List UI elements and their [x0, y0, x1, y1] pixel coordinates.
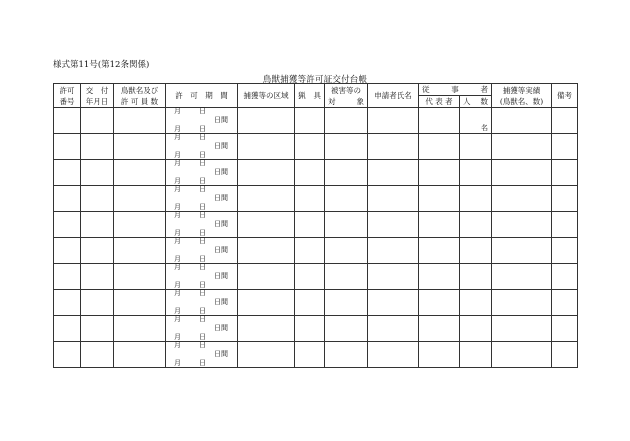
period-start-day-label: 日 — [199, 341, 206, 349]
issue-date-cell[interactable] — [81, 108, 114, 134]
table-row — [54, 264, 578, 290]
results-cell[interactable] — [492, 264, 552, 290]
remarks-cell[interactable] — [552, 134, 578, 160]
period-days-label: 日間 — [214, 168, 228, 176]
col-species-and-count: 鳥獣名及び 許 可 員 数 — [114, 84, 166, 108]
period-start-month-label: 月 — [174, 263, 181, 271]
period-start-day-label: 日 — [199, 263, 206, 271]
table-row — [54, 342, 578, 368]
period-end-month-label: 月 — [174, 359, 181, 367]
period-start-month-label: 月 — [174, 133, 181, 141]
period-end-day-label: 日 — [199, 307, 206, 315]
representative-cell[interactable] — [419, 108, 460, 134]
table-row — [54, 134, 578, 160]
remarks-cell[interactable] — [552, 264, 578, 290]
period-end-day-label: 日 — [199, 333, 206, 341]
issue-date-cell[interactable] — [81, 290, 114, 316]
period-cell — [166, 290, 238, 316]
species-cell[interactable] — [114, 264, 166, 290]
issue-date-cell[interactable] — [81, 160, 114, 186]
period-end-day-label: 日 — [199, 151, 206, 159]
applicant-cell[interactable] — [368, 108, 419, 134]
table-row — [54, 290, 578, 316]
ledger-title: 鳥獣捕獲等許可証交付台帳 — [262, 75, 368, 85]
species-cell[interactable] — [114, 342, 166, 368]
damage-target-cell[interactable] — [325, 186, 368, 212]
period-end-month-label: 月 — [174, 151, 181, 159]
remarks-cell[interactable] — [552, 290, 578, 316]
worker-count-cell[interactable] — [460, 264, 492, 290]
applicant-cell[interactable] — [368, 290, 419, 316]
period-days-label: 日間 — [214, 116, 228, 124]
worker-count-cell[interactable] — [460, 238, 492, 264]
results-cell[interactable] — [492, 290, 552, 316]
damage-target-cell[interactable] — [325, 212, 368, 238]
period-end-day-label: 日 — [199, 177, 206, 185]
species-cell[interactable] — [114, 316, 166, 342]
representative-cell[interactable] — [419, 160, 460, 186]
results-cell[interactable] — [492, 186, 552, 212]
permit-number-cell[interactable] — [54, 290, 81, 316]
damage-target-cell[interactable] — [325, 238, 368, 264]
applicant-cell[interactable] — [368, 186, 419, 212]
remarks-cell[interactable] — [552, 212, 578, 238]
period-start-day-label: 日 — [199, 237, 206, 245]
period-cell — [166, 186, 238, 212]
area-cell[interactable] — [238, 342, 295, 368]
worker-count-unit-label: 名 — [481, 124, 488, 132]
area-cell[interactable] — [238, 290, 295, 316]
col-capture-area: 捕獲等の区域 — [238, 84, 295, 108]
results-cell[interactable] — [492, 342, 552, 368]
col-permit-period: 許 可 期 間 — [166, 84, 238, 108]
results-cell[interactable] — [492, 134, 552, 160]
period-cell — [166, 264, 238, 290]
period-end-day-label: 日 — [199, 203, 206, 211]
col-applicant-name: 申請者氏名 — [368, 84, 419, 108]
tools-cell[interactable] — [295, 108, 325, 134]
period-start-day-label: 日 — [199, 315, 206, 323]
applicant-cell[interactable] — [368, 264, 419, 290]
period-cell — [166, 134, 238, 160]
area-cell[interactable] — [238, 212, 295, 238]
remarks-cell[interactable] — [552, 108, 578, 134]
remarks-cell[interactable] — [552, 186, 578, 212]
representative-cell[interactable] — [419, 290, 460, 316]
col-damage-target: 被害等の 対 象 — [325, 84, 368, 108]
period-days-label: 日間 — [214, 350, 228, 358]
area-cell[interactable] — [238, 186, 295, 212]
period-end-month-label: 月 — [174, 125, 181, 133]
period-end-day-label: 日 — [199, 281, 206, 289]
species-cell[interactable] — [114, 238, 166, 264]
period-start-month-label: 月 — [174, 159, 181, 167]
ledger-body — [54, 108, 578, 368]
applicant-cell[interactable] — [368, 342, 419, 368]
species-cell[interactable] — [114, 212, 166, 238]
worker-count-cell[interactable] — [460, 212, 492, 238]
tools-cell[interactable] — [295, 134, 325, 160]
table-row — [54, 160, 578, 186]
worker-count-cell[interactable] — [460, 134, 492, 160]
area-cell[interactable] — [238, 316, 295, 342]
representative-cell[interactable] — [419, 134, 460, 160]
period-days-label: 日間 — [214, 220, 228, 228]
tools-cell[interactable] — [295, 264, 325, 290]
period-end-day-label: 日 — [199, 125, 206, 133]
period-cell — [166, 316, 238, 342]
area-cell[interactable] — [238, 264, 295, 290]
species-cell[interactable] — [114, 290, 166, 316]
issue-date-cell[interactable] — [81, 134, 114, 160]
permit-ledger-table — [53, 83, 578, 368]
results-cell[interactable] — [492, 160, 552, 186]
issue-date-cell[interactable] — [81, 316, 114, 342]
period-start-day-label: 日 — [199, 289, 206, 297]
worker-count-cell[interactable] — [460, 186, 492, 212]
period-end-month-label: 月 — [174, 281, 181, 289]
col-hunting-tools: 猟 具 — [295, 84, 325, 108]
issue-date-cell[interactable] — [81, 342, 114, 368]
col-permit-number: 許可 番号 — [54, 84, 81, 108]
period-end-day-label: 日 — [199, 229, 206, 237]
period-end-month-label: 月 — [174, 255, 181, 263]
species-cell[interactable] — [114, 160, 166, 186]
damage-target-cell[interactable] — [325, 290, 368, 316]
period-cell — [166, 108, 238, 134]
period-start-day-label: 日 — [199, 107, 206, 115]
period-start-day-label: 日 — [199, 159, 206, 167]
issue-date-cell[interactable] — [81, 238, 114, 264]
worker-count-cell[interactable] — [460, 342, 492, 368]
period-days-label: 日間 — [214, 246, 228, 254]
worker-count-cell[interactable] — [460, 160, 492, 186]
period-end-month-label: 月 — [174, 177, 181, 185]
period-end-month-label: 月 — [174, 229, 181, 237]
period-days-label: 日間 — [214, 194, 228, 202]
permit-number-cell[interactable] — [54, 212, 81, 238]
period-start-month-label: 月 — [174, 341, 181, 349]
period-start-day-label: 日 — [199, 211, 206, 219]
permit-number-cell[interactable] — [54, 238, 81, 264]
table-row — [54, 238, 578, 264]
period-days-label: 日間 — [214, 142, 228, 150]
period-days-label: 日間 — [214, 272, 228, 280]
species-cell[interactable] — [114, 108, 166, 134]
damage-target-cell[interactable] — [325, 342, 368, 368]
issue-date-cell[interactable] — [81, 186, 114, 212]
permit-number-cell[interactable] — [54, 160, 81, 186]
issue-date-cell[interactable] — [81, 264, 114, 290]
worker-count-cell[interactable] — [460, 316, 492, 342]
period-start-day-label: 日 — [199, 185, 206, 193]
period-end-day-label: 日 — [199, 359, 206, 367]
tools-cell[interactable] — [295, 316, 325, 342]
tools-cell[interactable] — [295, 186, 325, 212]
period-start-month-label: 月 — [174, 289, 181, 297]
col-remarks: 備考 — [552, 84, 578, 108]
permit-number-cell[interactable] — [54, 316, 81, 342]
tools-cell[interactable] — [295, 290, 325, 316]
table-row — [54, 186, 578, 212]
representative-cell[interactable] — [419, 264, 460, 290]
area-cell[interactable] — [238, 160, 295, 186]
area-cell[interactable] — [238, 134, 295, 160]
col-representative: 代 表 者 — [419, 96, 460, 108]
results-cell[interactable] — [492, 108, 552, 134]
damage-target-cell[interactable] — [325, 316, 368, 342]
representative-cell[interactable] — [419, 342, 460, 368]
period-start-month-label: 月 — [174, 237, 181, 245]
period-end-month-label: 月 — [174, 203, 181, 211]
form-number-label: 様式第11号(第12条関係) — [53, 60, 150, 70]
issue-date-cell[interactable] — [81, 212, 114, 238]
damage-target-cell[interactable] — [325, 108, 368, 134]
applicant-cell[interactable] — [368, 316, 419, 342]
damage-target-cell[interactable] — [325, 264, 368, 290]
tools-cell[interactable] — [295, 342, 325, 368]
period-cell — [166, 212, 238, 238]
permit-number-cell[interactable] — [54, 186, 81, 212]
applicant-cell[interactable] — [368, 160, 419, 186]
period-cell — [166, 160, 238, 186]
species-cell[interactable] — [114, 186, 166, 212]
table-row — [54, 212, 578, 238]
applicant-cell[interactable] — [368, 134, 419, 160]
period-start-day-label: 日 — [199, 133, 206, 141]
period-cell — [166, 342, 238, 368]
applicant-cell[interactable] — [368, 238, 419, 264]
period-end-month-label: 月 — [174, 333, 181, 341]
period-end-day-label: 日 — [199, 255, 206, 263]
period-start-month-label: 月 — [174, 211, 181, 219]
period-cell — [166, 238, 238, 264]
header-row-1 — [54, 84, 578, 96]
representative-cell[interactable] — [419, 238, 460, 264]
remarks-cell[interactable] — [552, 342, 578, 368]
remarks-cell[interactable] — [552, 238, 578, 264]
remarks-cell[interactable] — [552, 160, 578, 186]
col-capture-results: 捕獲等実績 (鳥獣名、数) — [492, 84, 552, 108]
damage-target-cell[interactable] — [325, 160, 368, 186]
representative-cell[interactable] — [419, 316, 460, 342]
species-cell[interactable] — [114, 134, 166, 160]
applicant-cell[interactable] — [368, 212, 419, 238]
area-cell[interactable] — [238, 108, 295, 134]
col-issue-date: 交 付 年月日 — [81, 84, 114, 108]
col-worker-count: 人 数 — [460, 96, 492, 108]
worker-count-cell[interactable] — [460, 108, 492, 134]
col-workers: 従 事 者 — [419, 84, 492, 96]
permit-number-cell[interactable] — [54, 134, 81, 160]
worker-count-cell[interactable] — [460, 290, 492, 316]
table-row — [54, 108, 578, 134]
damage-target-cell[interactable] — [325, 134, 368, 160]
area-cell[interactable] — [238, 238, 295, 264]
tools-cell[interactable] — [295, 212, 325, 238]
representative-cell[interactable] — [419, 186, 460, 212]
tools-cell[interactable] — [295, 160, 325, 186]
remarks-cell[interactable] — [552, 316, 578, 342]
representative-cell[interactable] — [419, 212, 460, 238]
permit-number-cell[interactable] — [54, 264, 81, 290]
permit-number-cell[interactable] — [54, 108, 81, 134]
period-days-label: 日間 — [214, 298, 228, 306]
results-cell[interactable] — [492, 316, 552, 342]
results-cell[interactable] — [492, 212, 552, 238]
permit-number-cell[interactable] — [54, 342, 81, 368]
results-cell[interactable] — [492, 238, 552, 264]
tools-cell[interactable] — [295, 238, 325, 264]
table-row — [54, 316, 578, 342]
period-end-month-label: 月 — [174, 307, 181, 315]
period-days-label: 日間 — [214, 324, 228, 332]
period-start-month-label: 月 — [174, 315, 181, 323]
period-start-month-label: 月 — [174, 107, 181, 115]
period-start-month-label: 月 — [174, 185, 181, 193]
